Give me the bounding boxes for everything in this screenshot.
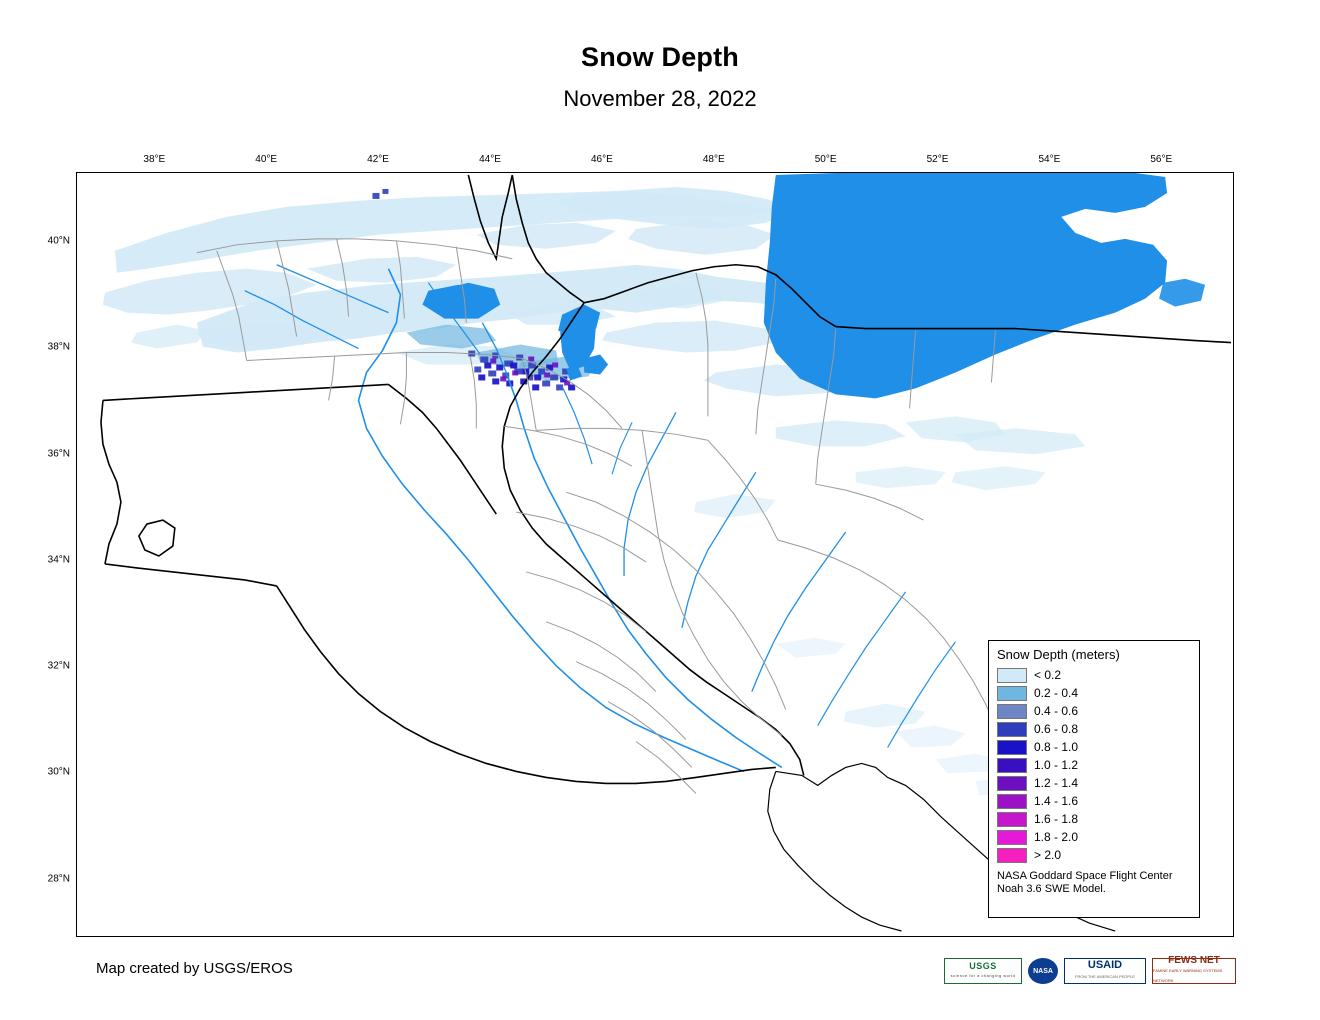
legend-label: 1.0 - 1.2 (1034, 758, 1079, 772)
legend-entry (997, 756, 1191, 774)
fewsnet-logo (1152, 955, 1236, 984)
legend-entry (997, 720, 1191, 738)
legend-swatch (997, 848, 1027, 863)
legend-label: 1.4 - 1.6 (1034, 794, 1079, 808)
legend-swatch (997, 686, 1027, 701)
usgs-logo (944, 958, 1022, 984)
map-legend (988, 640, 1200, 918)
legend-label: 0.4 - 0.6 (1034, 704, 1079, 718)
legend-entry (997, 810, 1191, 828)
fewsnet-logo-subtext: FAMINE EARLY WARNING SYSTEMS NETWORK (1153, 968, 1223, 983)
legend-entry (997, 684, 1191, 702)
usgs-logo-subtext: science for a changing world (950, 973, 1016, 978)
legend-swatch (997, 668, 1027, 683)
legend-entry (997, 738, 1191, 756)
legend-entry (997, 666, 1191, 684)
usaid-logo-subtext: FROM THE AMERICAN PEOPLE (1075, 974, 1135, 979)
legend-source-line1: NASA Goddard Space Flight Center (997, 870, 1173, 882)
longitude-tick-label: 56°E (1150, 154, 1173, 165)
latitude-tick-label: 36°N (47, 448, 70, 460)
usaid-logo-text: USAID (1087, 959, 1123, 971)
legend-entries (997, 666, 1191, 864)
legend-source-line2: Noah 3.6 SWE Model. (997, 883, 1106, 895)
legend-entry (997, 774, 1191, 792)
latitude-tick-label: 30°N (47, 766, 70, 778)
longitude-tick-label: 48°E (702, 154, 725, 165)
longitude-tick-label: 44°E (479, 154, 501, 165)
longitude-tick-label: 46°E (590, 154, 613, 165)
legend-label: 0.6 - 0.8 (1034, 722, 1079, 736)
legend-label: 0.8 - 1.0 (1034, 740, 1079, 754)
longitude-tick-label: 42°E (367, 154, 389, 165)
latitude-tick-label: 32°N (47, 660, 70, 672)
legend-swatch (997, 722, 1027, 737)
legend-entry (997, 828, 1191, 846)
latitude-tick-label: 34°N (47, 554, 70, 566)
fewsnet-logo-text: FEWS NET (1168, 955, 1220, 966)
legend-entry (997, 846, 1191, 864)
legend-label: 1.6 - 1.8 (1034, 812, 1079, 826)
nasa-logo (1028, 958, 1058, 984)
logo-strip (944, 955, 1236, 984)
page-title: Snow Depth (581, 42, 739, 72)
longitude-tick-label: 40°E (255, 154, 278, 165)
longitude-tick-label: 54°E (1038, 154, 1061, 165)
usaid-logo (1064, 958, 1146, 984)
legend-swatch (997, 830, 1027, 845)
nasa-logo-text: NASA (1033, 967, 1053, 975)
caspian-sea (764, 173, 1205, 398)
legend-swatch (997, 776, 1027, 791)
longitude-tick-label: 38°E (143, 154, 166, 165)
legend-label: 1.8 - 2.0 (1034, 830, 1079, 844)
legend-swatch (997, 794, 1027, 809)
legend-swatch (997, 758, 1027, 773)
legend-label: > 2.0 (1034, 848, 1062, 862)
legend-swatch (997, 812, 1027, 827)
legend-label: < 0.2 (1034, 668, 1062, 682)
latitude-tick-label: 28°N (47, 873, 70, 885)
legend-swatch (997, 740, 1027, 755)
page-subtitle: November 28, 2022 (563, 86, 757, 111)
longitude-tick-label: 50°E (814, 154, 837, 165)
legend-title: Snow Depth (meters) (997, 647, 1120, 662)
longitude-tick-label: 52°E (926, 154, 949, 165)
legend-entry (997, 702, 1191, 720)
latitude-tick-label: 40°N (47, 235, 70, 247)
legend-source (997, 870, 1191, 896)
map-credit: Map created by USGS/EROS (96, 960, 293, 977)
legend-label: 1.2 - 1.4 (1034, 776, 1079, 790)
latitude-tick-label: 38°N (47, 341, 70, 353)
legend-label: 0.2 - 0.4 (1034, 686, 1079, 700)
usgs-logo-text: USGS (969, 961, 997, 971)
legend-entry (997, 792, 1191, 810)
legend-swatch (997, 704, 1027, 719)
